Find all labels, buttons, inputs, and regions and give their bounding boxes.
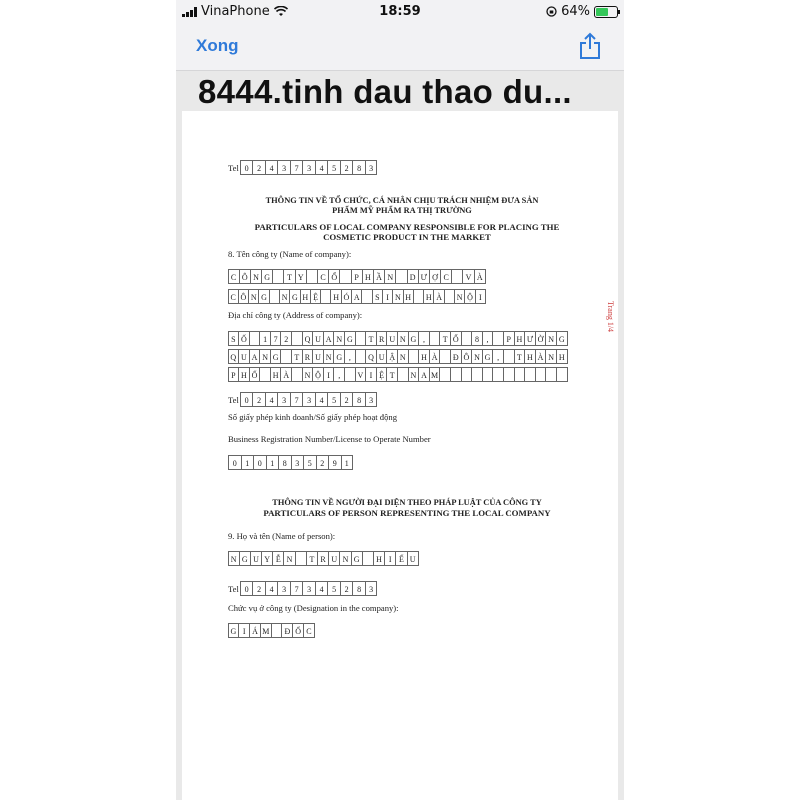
char-box: 0 [240, 392, 253, 407]
document-title: 8444.tinh dau thao du... [198, 73, 572, 110]
char-box: H [524, 349, 536, 364]
char-box [556, 367, 568, 382]
section1-title-en [222, 222, 592, 242]
char-box: À [433, 289, 444, 304]
orientation-lock-icon [546, 6, 557, 17]
char-box: 8 [352, 392, 365, 407]
char-box: N [545, 331, 557, 346]
done-button[interactable]: Xong [196, 36, 239, 55]
company-name-label: 8. Tên công ty (Name of company): [228, 249, 352, 259]
char-box: I [238, 623, 250, 638]
char-box: N [323, 349, 335, 364]
char-box: , [344, 349, 356, 364]
char-box: 3 [277, 581, 290, 596]
char-box: U [407, 551, 419, 566]
char-box: G [556, 331, 568, 346]
char-box: S [372, 289, 383, 304]
char-box: 3 [277, 160, 290, 175]
char-box: N [302, 367, 314, 382]
char-box: G [258, 289, 269, 304]
char-box: 2 [316, 455, 329, 470]
char-box: Ộ [312, 367, 324, 382]
char-box: C [303, 623, 315, 638]
char-box: 3 [291, 455, 304, 470]
char-box: C [317, 269, 329, 284]
char-box: H [373, 551, 385, 566]
char-box: 0 [253, 455, 266, 470]
char-box: À [535, 349, 547, 364]
char-box: 3 [365, 160, 378, 175]
char-box: 5 [327, 160, 340, 175]
char-box: 3 [277, 392, 290, 407]
char-box: U [386, 331, 398, 346]
char-box: 7 [290, 160, 303, 175]
char-box: Q [228, 349, 240, 364]
char-box: 1 [259, 331, 271, 346]
char-box: U [238, 349, 250, 364]
char-box: Q [302, 331, 314, 346]
battery-fill [596, 8, 608, 16]
char-box: I [323, 367, 335, 382]
char-box: A [323, 331, 335, 346]
char-box: Ậ [386, 349, 398, 364]
person-name [228, 551, 418, 565]
char-box: 3 [302, 392, 315, 407]
char-box: Ố [238, 331, 250, 346]
char-box: I [384, 551, 396, 566]
char-box: C [228, 289, 239, 304]
char-box: Ễ [272, 551, 284, 566]
char-box: Ế [395, 551, 407, 566]
char-box: , [418, 331, 430, 346]
char-box: Ố [292, 623, 304, 638]
char-box: A [351, 289, 362, 304]
char-box: U [250, 551, 262, 566]
char-box: Ổ [450, 331, 462, 346]
char-box: V [462, 269, 474, 284]
person-label: 9. Họ và tên (Name of person): [228, 531, 336, 541]
business-number [228, 455, 353, 470]
char-box: P [351, 269, 363, 284]
document-viewer[interactable] [176, 71, 624, 800]
battery-icon [594, 6, 618, 18]
char-box: , [333, 367, 345, 382]
section2-title-en: PARTICULARS OF PERSON REPRESENTING THE LOCAL COMPANY [263, 508, 551, 518]
business-label-vi: Số giấy phép kinh doanh/Số giấy phép hoạt động [228, 412, 397, 422]
char-box: C [228, 269, 240, 284]
char-box: 1 [241, 455, 254, 470]
tel-row-2 [228, 392, 377, 407]
char-box: G [261, 269, 273, 284]
char-box: 0 [228, 455, 241, 470]
char-box: H [423, 289, 434, 304]
char-box: 9 [328, 455, 341, 470]
char-box: Ố [249, 367, 261, 382]
section1-title-vi-line2: PHẨM MỸ PHẨM RA THỊ TRƯỜNG [332, 206, 472, 215]
char-box: T [514, 349, 526, 364]
char-box: G [351, 551, 363, 566]
char-box: 7 [290, 392, 303, 407]
char-box: 7 [270, 331, 282, 346]
clock: 18:59 [379, 4, 421, 19]
char-box: 2 [252, 581, 265, 596]
side-note: Trang 1/4 [606, 301, 615, 333]
char-box: H [556, 349, 568, 364]
tel-label: Tel [228, 583, 239, 594]
char-box: R [302, 349, 314, 364]
char-box: 0 [240, 160, 253, 175]
char-box: N [228, 551, 240, 566]
tel-digits-3 [240, 581, 378, 596]
char-box: V [355, 367, 367, 382]
char-box: 7 [290, 581, 303, 596]
char-box: 5 [303, 455, 316, 470]
tel-row-3 [228, 581, 377, 596]
char-box: 3 [365, 392, 378, 407]
char-box: 2 [340, 392, 353, 407]
char-box: H [403, 289, 414, 304]
char-box: Ờ [535, 331, 547, 346]
document-page [182, 111, 618, 800]
char-box: À [474, 269, 486, 284]
char-box: H [362, 269, 374, 284]
tel-label: Tel [228, 162, 239, 173]
address-line1 [228, 331, 567, 345]
char-box: G [482, 349, 494, 364]
char-box: 3 [302, 160, 315, 175]
char-box: G [239, 551, 251, 566]
char-box: N [454, 289, 465, 304]
char-box: H [418, 349, 430, 364]
tel-digits-2 [240, 392, 378, 407]
char-box: Ô [461, 349, 473, 364]
carrier-label: VinaPhone [201, 4, 270, 19]
char-box: C [440, 269, 452, 284]
company-name-line1 [228, 269, 485, 283]
char-box: Y [295, 269, 307, 284]
status-bar [176, 0, 624, 24]
char-box: T [386, 367, 398, 382]
section1-title-vi-line1: THÔNG TIN VỀ TỔ CHỨC, CÁ NHÂN CHỊU TRÁCH NHIỆM ĐƯA SẢN [265, 196, 539, 205]
char-box: Ổ [328, 269, 340, 284]
char-box: 1 [341, 455, 354, 470]
char-box: 4 [315, 392, 328, 407]
battery-group [546, 4, 618, 19]
char-box: 3 [365, 581, 378, 596]
char-box: N [279, 289, 290, 304]
char-box: T [439, 331, 451, 346]
char-box: 8 [278, 455, 291, 470]
char-box: 8 [352, 581, 365, 596]
char-box: R [376, 331, 388, 346]
char-box: Ệ [376, 367, 388, 382]
char-box: U [328, 551, 340, 566]
address-line3 [228, 367, 567, 381]
char-box: Ợ [429, 269, 441, 284]
char-box: H [300, 289, 311, 304]
char-box: N [339, 551, 351, 566]
char-box: 0 [240, 581, 253, 596]
char-box: H [330, 289, 341, 304]
char-box: N [408, 367, 420, 382]
char-box: Ệ [310, 289, 321, 304]
tel-row-1 [228, 160, 377, 175]
char-box: Ộ [464, 289, 475, 304]
char-box: 5 [327, 392, 340, 407]
char-box: T [306, 551, 318, 566]
char-box: G [408, 331, 420, 346]
char-box: R [317, 551, 329, 566]
char-box: Ư [418, 269, 430, 284]
char-box: H [514, 331, 526, 346]
char-box: N [250, 269, 262, 284]
phone-screen [176, 0, 624, 800]
nav-bar [176, 24, 624, 71]
char-box: U [312, 331, 324, 346]
char-box: I [382, 289, 393, 304]
section2-title [222, 498, 592, 518]
char-box: Ư [524, 331, 536, 346]
char-box: N [248, 289, 259, 304]
char-box: N [384, 269, 396, 284]
battery-percent: 64% [561, 4, 590, 19]
char-box: Y [261, 551, 273, 566]
char-box: 2 [280, 331, 292, 346]
address-label: Địa chỉ công ty (Address of company): [228, 310, 363, 320]
char-box: P [228, 367, 240, 382]
char-box: N [259, 349, 271, 364]
char-box: Ó [341, 289, 352, 304]
char-box: Q [365, 349, 377, 364]
char-box: N [333, 331, 345, 346]
char-box: , [482, 331, 494, 346]
char-box: Ô [239, 269, 251, 284]
char-box: T [365, 331, 377, 346]
char-box: 3 [302, 581, 315, 596]
section1-title-en-line1: PARTICULARS OF LOCAL COMPANY RESPONSIBLE FOR PLACING THE [254, 222, 560, 232]
char-box: Đ [281, 623, 293, 638]
business-label-en: Business Registration Number/License to Operate Number [228, 434, 431, 444]
designation-label: Chức vụ ở công ty (Designation in the company): [228, 603, 399, 613]
char-box: I [475, 289, 486, 304]
char-box: 5 [327, 581, 340, 596]
char-box: H [238, 367, 250, 382]
char-box: , [492, 349, 504, 364]
section1-title-en-line2: COSMETIC PRODUCT IN THE MARKET [323, 232, 491, 242]
char-box: M [260, 623, 272, 638]
char-box: À [280, 367, 292, 382]
char-box: 4 [315, 581, 328, 596]
char-box: Đ [450, 349, 462, 364]
char-box: 2 [252, 392, 265, 407]
char-box: A [418, 367, 430, 382]
char-box: Ô [238, 289, 249, 304]
char-box: 4 [315, 160, 328, 175]
char-box: G [333, 349, 345, 364]
char-box: 1 [266, 455, 279, 470]
tel-digits-1 [240, 160, 378, 175]
char-box: T [291, 349, 303, 364]
char-box: G [270, 349, 282, 364]
char-box: 2 [340, 160, 353, 175]
char-box: G [228, 623, 240, 638]
char-box: N [392, 289, 403, 304]
char-box: 4 [265, 581, 278, 596]
tel-label: Tel [228, 394, 239, 405]
char-box: 4 [265, 160, 278, 175]
char-box: I [365, 367, 377, 382]
char-box: Á [249, 623, 261, 638]
char-box: N [397, 331, 409, 346]
char-box: D [407, 269, 419, 284]
address-line2 [228, 349, 567, 363]
char-box: G [344, 331, 356, 346]
char-box: P [503, 331, 515, 346]
char-box: U [312, 349, 324, 364]
char-box: N [471, 349, 483, 364]
char-box: M [429, 367, 441, 382]
char-box: U [376, 349, 388, 364]
char-box: 8 [352, 160, 365, 175]
char-box: G [289, 289, 300, 304]
company-name-line2 [228, 289, 485, 303]
char-box: 2 [252, 160, 265, 175]
char-box: À [429, 349, 441, 364]
char-box: N [283, 551, 295, 566]
char-box: N [545, 349, 557, 364]
share-icon[interactable] [578, 32, 602, 60]
char-box: A [249, 349, 261, 364]
char-box: N [397, 349, 409, 364]
designation-value [228, 623, 314, 637]
char-box: 8 [471, 331, 483, 346]
char-box: Ầ [373, 269, 385, 284]
section2-title-vi: THÔNG TIN VỀ NGƯỜI ĐẠI DIỆN THEO PHÁP LUẬT CỦA CÔNG TY [272, 498, 542, 507]
char-box: S [228, 331, 240, 346]
char-box: H [270, 367, 282, 382]
section1-title-vi [222, 196, 582, 216]
char-box: 2 [340, 581, 353, 596]
char-box: 4 [265, 392, 278, 407]
char-box: T [283, 269, 295, 284]
